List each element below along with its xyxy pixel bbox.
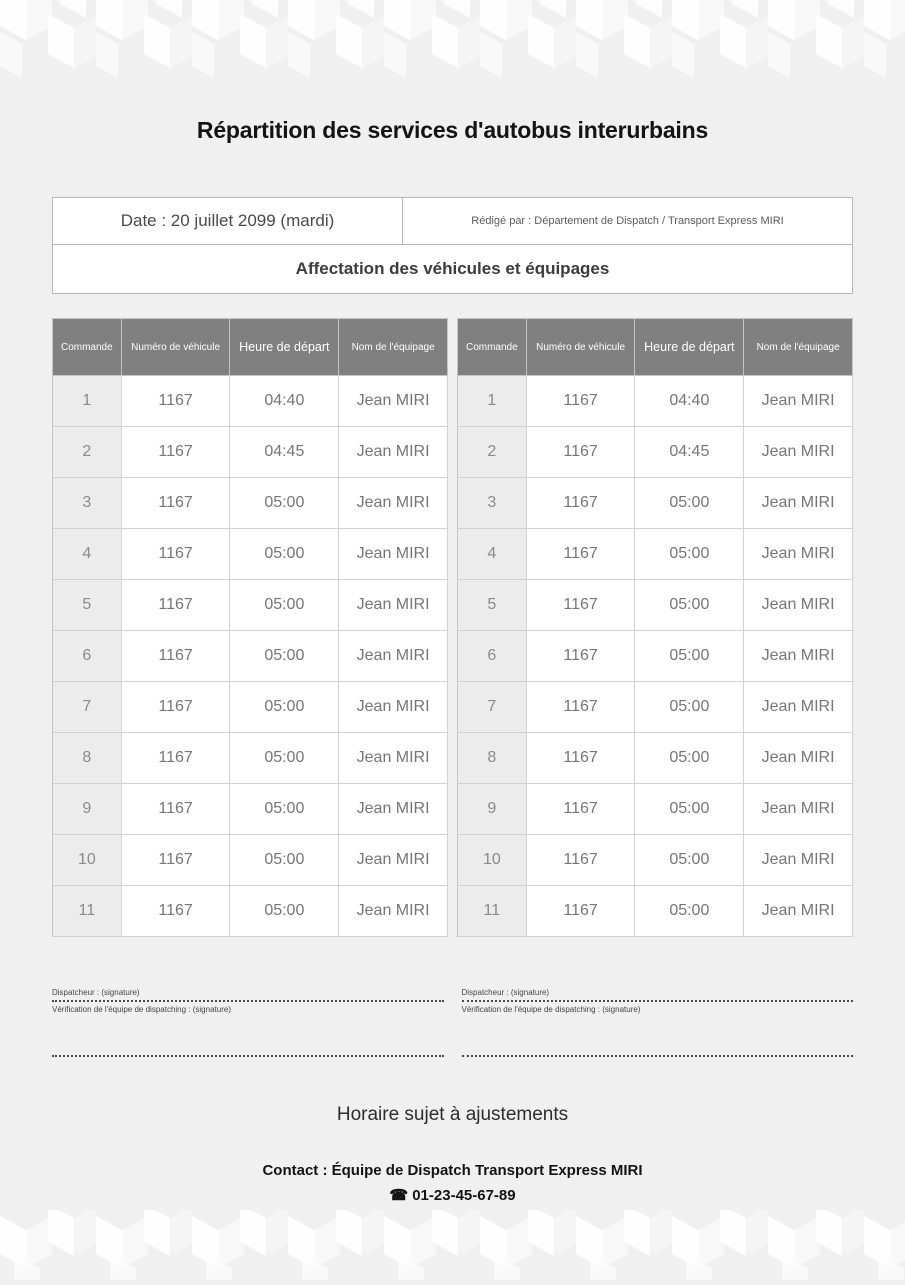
footer-contact: Contact : Équipe de Dispatch Transport Express MIRI [262, 1162, 643, 1179]
verification-signature-line[interactable] [52, 1055, 444, 1057]
cell-vehicle: 1167 [527, 376, 636, 427]
cell-time: 05:00 [635, 478, 744, 529]
cell-time: 05:00 [635, 631, 744, 682]
table-row [458, 580, 853, 631]
cell-vehicle: 1167 [122, 427, 231, 478]
cell-order: 6 [53, 631, 122, 682]
cell-vehicle: 1167 [122, 529, 231, 580]
cell-order: 9 [53, 784, 122, 835]
table-row [458, 835, 853, 886]
cell-crew: Jean MIRI [744, 529, 853, 580]
cell-order: 7 [458, 682, 527, 733]
dispatcher-signature-label: Dispatcheur : (signature) [52, 988, 140, 997]
column-header-time[interactable]: Heure de départ [635, 319, 744, 376]
table-body-left [53, 376, 448, 937]
table-body-right [458, 376, 853, 937]
cell-crew: Jean MIRI [744, 682, 853, 733]
info-date: Date : 20 juillet 2099 (mardi) [53, 198, 403, 244]
table-row [53, 886, 448, 937]
table-row [458, 478, 853, 529]
dispatcher-signature-label: Dispatcheur : (signature) [461, 988, 550, 997]
signature-section [52, 987, 853, 1057]
cell-order: 2 [53, 427, 122, 478]
cell-order: 10 [53, 835, 122, 886]
decorative-chevron-band-bottom [0, 1210, 905, 1280]
table-row [458, 733, 853, 784]
cell-crew: Jean MIRI [339, 376, 448, 427]
cell-order: 2 [458, 427, 527, 478]
cell-crew: Jean MIRI [744, 580, 853, 631]
page-title: Répartition des services d'autobus interurbains [196, 117, 709, 143]
footer-phone: ☎ 01-23-45-67-89 [389, 1187, 516, 1204]
cell-vehicle: 1167 [527, 427, 636, 478]
column-header-crew[interactable]: Nom de l'équipage [339, 319, 448, 376]
cell-order: 8 [53, 733, 122, 784]
table-head [53, 319, 448, 376]
footer-note: Horaire sujet à ajustements [336, 1104, 569, 1125]
cell-order: 11 [53, 886, 122, 937]
table-row [458, 529, 853, 580]
cell-crew: Jean MIRI [339, 427, 448, 478]
verification-signature-line[interactable] [462, 1055, 854, 1057]
table-row [53, 682, 448, 733]
cell-vehicle: 1167 [122, 478, 231, 529]
document-info-box [52, 197, 853, 294]
cell-time: 05:00 [230, 886, 339, 937]
cell-order: 4 [53, 529, 122, 580]
cell-time: 05:00 [230, 835, 339, 886]
cell-order: 4 [458, 529, 527, 580]
info-author: Rédigé par : Département de Dispatch / Transport Express MIRI [471, 215, 784, 227]
cell-order: 8 [458, 733, 527, 784]
table-row [53, 733, 448, 784]
cell-time: 05:00 [230, 784, 339, 835]
cell-time: 05:00 [635, 580, 744, 631]
table-row [53, 784, 448, 835]
cell-vehicle: 1167 [527, 835, 636, 886]
cell-order: 9 [458, 784, 527, 835]
cell-order: 3 [53, 478, 122, 529]
cell-order: 7 [53, 682, 122, 733]
table-header-row [458, 319, 853, 376]
signature-block-left [52, 987, 444, 1057]
column-header-vehicle[interactable]: Numéro de véhicule [527, 319, 636, 376]
schedule-table-right [457, 318, 853, 937]
table-row [53, 631, 448, 682]
cell-vehicle: 1167 [527, 886, 636, 937]
cell-crew: Jean MIRI [339, 682, 448, 733]
cell-vehicle: 1167 [527, 784, 636, 835]
table-head [458, 319, 853, 376]
signature-block-right [462, 987, 854, 1057]
cell-time: 04:45 [230, 427, 339, 478]
table-row [53, 580, 448, 631]
cell-vehicle: 1167 [527, 733, 636, 784]
cell-order: 1 [458, 376, 527, 427]
cell-time: 05:00 [230, 631, 339, 682]
column-header-crew[interactable]: Nom de l'équipage [744, 319, 853, 376]
cell-vehicle: 1167 [122, 733, 231, 784]
dispatcher-signature-line[interactable] [52, 1000, 444, 1002]
cell-vehicle: 1167 [527, 631, 636, 682]
cell-order: 1 [53, 376, 122, 427]
column-header-order[interactable]: Commande [53, 319, 122, 376]
column-header-order[interactable]: Commande [458, 319, 527, 376]
cell-time: 05:00 [230, 580, 339, 631]
table-row [458, 631, 853, 682]
cell-vehicle: 1167 [527, 682, 636, 733]
cell-time: 05:00 [635, 529, 744, 580]
cell-vehicle: 1167 [122, 682, 231, 733]
table-row [458, 886, 853, 937]
cell-crew: Jean MIRI [744, 478, 853, 529]
cell-crew: Jean MIRI [339, 733, 448, 784]
table-row [458, 682, 853, 733]
dispatcher-signature-line[interactable] [462, 1000, 854, 1002]
schedule-tables-container [52, 318, 853, 937]
info-row-top [53, 198, 852, 245]
cell-vehicle: 1167 [122, 835, 231, 886]
cell-vehicle: 1167 [122, 580, 231, 631]
cell-crew: Jean MIRI [744, 733, 853, 784]
cell-crew: Jean MIRI [339, 478, 448, 529]
table-row [53, 835, 448, 886]
cell-time: 05:00 [635, 682, 744, 733]
cell-time: 05:00 [230, 733, 339, 784]
cell-order: 5 [53, 580, 122, 631]
cell-crew: Jean MIRI [339, 886, 448, 937]
cell-crew: Jean MIRI [339, 784, 448, 835]
table-row [458, 427, 853, 478]
cell-time: 05:00 [635, 733, 744, 784]
table-row [458, 784, 853, 835]
verification-signature-label: Vérification de l'équipe de dispatching : (signature) [52, 1005, 231, 1014]
cell-time: 04:40 [635, 376, 744, 427]
table-row [53, 529, 448, 580]
cell-time: 05:00 [230, 529, 339, 580]
cell-crew: Jean MIRI [744, 784, 853, 835]
cell-crew: Jean MIRI [744, 631, 853, 682]
verification-signature-label: Vérification de l'équipe de dispatching : (signature) [461, 1005, 641, 1014]
cell-crew: Jean MIRI [339, 529, 448, 580]
schedule-table-left [52, 318, 448, 937]
cell-time: 05:00 [635, 784, 744, 835]
cell-vehicle: 1167 [122, 631, 231, 682]
column-header-vehicle[interactable]: Numéro de véhicule [122, 319, 231, 376]
cell-order: 3 [458, 478, 527, 529]
cell-time: 04:45 [635, 427, 744, 478]
cell-crew: Jean MIRI [744, 427, 853, 478]
cell-time: 05:00 [230, 478, 339, 529]
cell-vehicle: 1167 [527, 529, 636, 580]
cell-crew: Jean MIRI [339, 580, 448, 631]
table-row [53, 376, 448, 427]
cell-time: 05:00 [635, 835, 744, 886]
cell-order: 6 [458, 631, 527, 682]
cell-crew: Jean MIRI [744, 835, 853, 886]
cell-crew: Jean MIRI [339, 835, 448, 886]
cell-order: 10 [458, 835, 527, 886]
table-row [458, 376, 853, 427]
cell-vehicle: 1167 [122, 886, 231, 937]
cell-crew: Jean MIRI [339, 631, 448, 682]
table-header-row [53, 319, 448, 376]
info-subtitle: Affectation des véhicules et équipages [295, 259, 610, 278]
cell-vehicle: 1167 [122, 376, 231, 427]
table-row [53, 478, 448, 529]
cell-crew: Jean MIRI [744, 376, 853, 427]
cell-vehicle: 1167 [527, 580, 636, 631]
cell-order: 5 [458, 580, 527, 631]
cell-time: 04:40 [230, 376, 339, 427]
cell-time: 05:00 [230, 682, 339, 733]
cell-time: 05:00 [635, 886, 744, 937]
cell-vehicle: 1167 [527, 478, 636, 529]
cell-vehicle: 1167 [122, 784, 231, 835]
column-header-time[interactable]: Heure de départ [230, 319, 339, 376]
cell-order: 11 [458, 886, 527, 937]
table-row [53, 427, 448, 478]
cell-crew: Jean MIRI [744, 886, 853, 937]
